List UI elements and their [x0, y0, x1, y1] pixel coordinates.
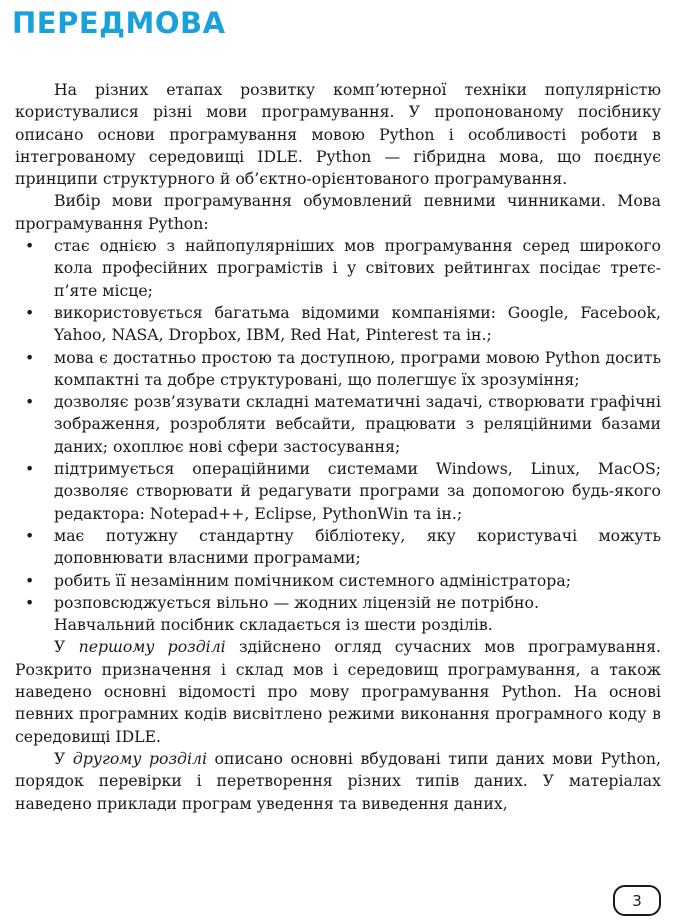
list-item: • дозволяє розв’язувати складні математичні задачі, створювати графічні зображення, розробляти вебсайти, працювати з реляційними базами даних; охоплює нові сфери застосування;: [15, 391, 661, 458]
paragraph-intro: На різних етапах розвитку комп’ютерної техніки популярністю користувалися різні мови програмування. У пропонованому посібнику описано основи програмування мовою Python і особливості роботи в інтегрованому середовищі IDLE. Python — гібридна мова, що поєднує принципи структурного й об’єктно-орієнтованого програмування.: [15, 80, 661, 189]
list-item: • розповсюджується вільно — жодних ліцензій не потрібно.: [15, 592, 661, 614]
page-title: ПЕРЕДМОВА: [12, 6, 226, 40]
list-item: • мова є достатньо простою та доступною, програми мовою Python досить компактні та добре структуровані, що полегшує їх зрозуміння;: [15, 347, 661, 392]
list-item: • має потужну стандартну бібліотеку, яку користувачі можуть доповнювати власними програмами;: [15, 525, 661, 570]
text-run: У: [54, 748, 73, 768]
paragraph-section-one: [15, 636, 661, 747]
text-run: У: [54, 637, 79, 657]
emphasis: першому розділі: [78, 637, 226, 657]
list-item: • використовується багатьма відомими компаніями: Google, Facebook, Yahoo, NASA, Dropbox, IBM, Red Hat, Pinterest та ін.;: [15, 302, 661, 347]
text-run: здійснено огляд сучасних мов програмування. Розкрито призначення і склад мов і середовищ програмування, а також наведено основні відомості про мову програмування Python. На основі певних програмних кодів висвітлено режими виконання програмного коду в середовищі IDLE.: [15, 637, 661, 746]
page-number: 3: [613, 885, 661, 916]
list-item: • робить її незамінним помічником системного адміністратора;: [15, 570, 661, 592]
features-list: [15, 235, 661, 614]
paragraph-section-two: [15, 748, 661, 815]
paragraph-choice: Вибір мови програмування обумовлений певними чинниками. Мова програмування Python:: [15, 191, 661, 233]
emphasis: другому розділі: [72, 748, 208, 768]
body-text: [15, 79, 661, 815]
text-run: описано основні вбудовані типи даних мови Python, порядок перевірки і перетворення різних типів даних. У матеріалах наведено приклади програм уведення та виведення даних,: [15, 748, 662, 813]
list-item: • підтримується операційними системами Windows, Linux, MacOS; дозволяє створювати й редагувати програми за допомогою будь-якого редактора: Notepad++, Eclipse, PythonWin та ін.;: [15, 458, 661, 525]
paragraph-sections: Навчальний посібник складається із шести розділів.: [54, 615, 493, 635]
list-item: • стає однією з найпопулярніших мов програмування серед широкого кола професійних програмістів і у світових рейтингах посідає третє-п’яте місце;: [15, 235, 661, 302]
